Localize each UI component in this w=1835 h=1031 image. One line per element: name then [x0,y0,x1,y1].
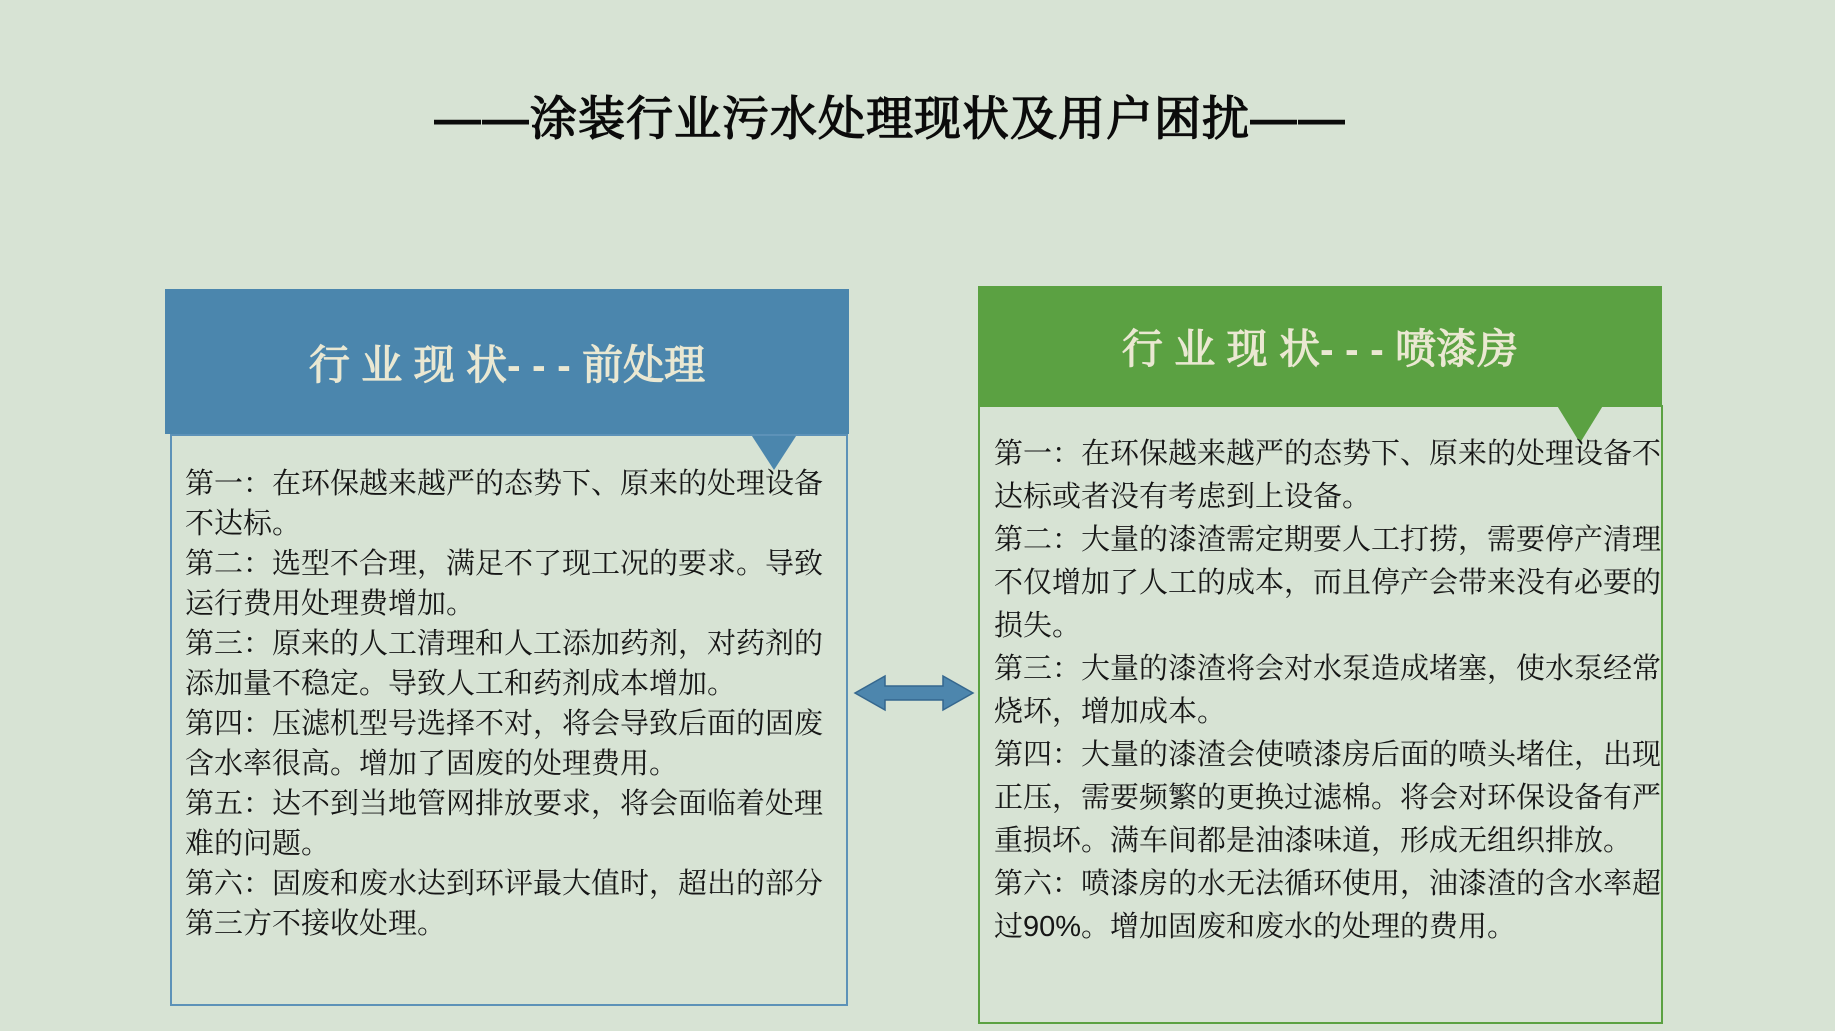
left-panel-header [165,289,849,434]
right-panel-item: 第一：在环保越来越严的态势下、原来的处理设备不达标或者没有考虑到上设备。 [994,438,1662,513]
slide-title: ——涂装行业污水处理现状及用户困扰—— [434,92,1346,145]
right-panel-item: 第六：喷漆房的水无法循环使用，油漆渣的含水率超过90%。增加固废和废水的处理的费用。 [994,868,1662,943]
right-panel-header [978,286,1662,405]
left-panel-header-label: 行 业 现 状- - - 前处理 [308,342,706,388]
left-panel-item: 第一：在环保越来越严的态势下、原来的处理设备不达标。 [185,468,824,540]
left-panel-item: 第五：达不到当地管网排放要求，将会面临着处理难的问题。 [185,788,824,860]
right-panel-item: 第四：大量的漆渣会使喷漆房后面的喷头堵住，出现正压，需要频繁的更换过滤棉。将会对环保设备有严重损坏。满车间都是油漆味道，形成无组织排放。 [994,739,1662,857]
left-panel-item: 第三：原来的人工清理和人工添加药剂，对药剂的添加量不稳定。导致人工和药剂成本增加。 [185,628,824,700]
left-panel-item: 第四：压滤机型号选择不对，将会导致后面的固废含水率很高。增加了固废的处理费用。 [185,708,824,780]
right-panel-item: 第二：大量的漆渣需定期要人工打捞，需要停产清理不仅增加了人工的成本，而且停产会带来没有必要的损失。 [994,524,1662,642]
right-panel-item: 第三：大量的漆渣将会对水泵造成堵塞，使水泵经常烧坏，增加成本。 [994,653,1662,728]
left-panel-item: 第二：选型不合理，满足不了现工况的要求。导致运行费用处理费增加。 [185,548,824,620]
double-arrow-icon [853,673,975,713]
left-panel-item: 第六：固废和废水达到环评最大值时，超出的部分第三方不接收处理。 [185,868,824,940]
left-panel-body [170,434,848,1006]
right-panel-header-label: 行 业 现 状- - - 喷漆房 [1121,326,1519,372]
right-panel-body [978,405,1663,1024]
